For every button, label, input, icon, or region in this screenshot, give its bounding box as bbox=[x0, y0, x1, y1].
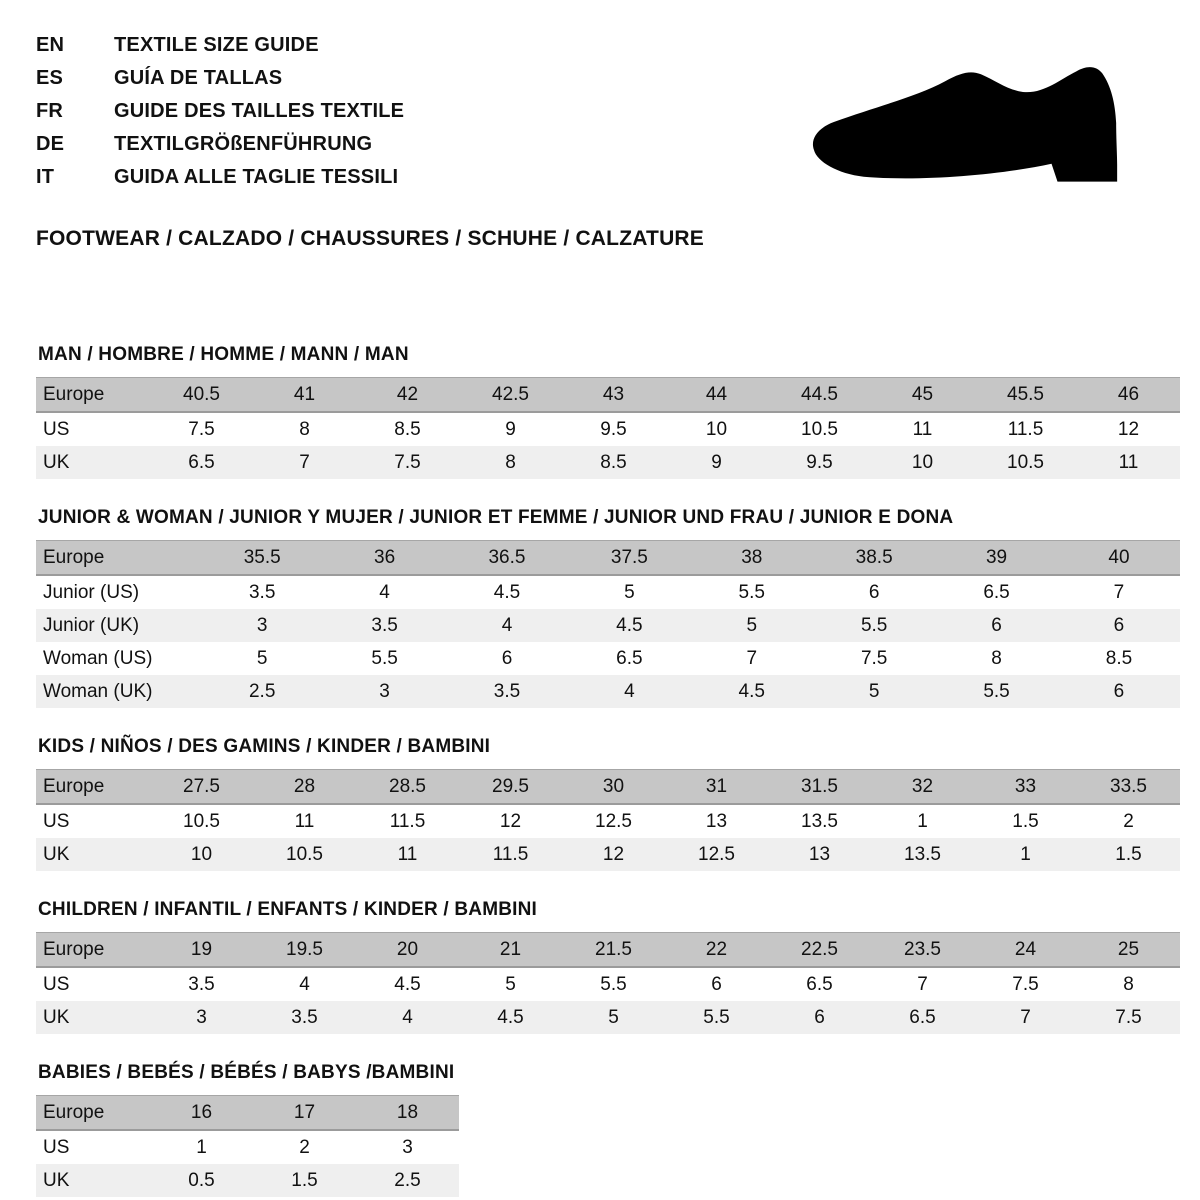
size-value-cell: 44.5 bbox=[768, 378, 871, 413]
size-value-cell: 9.5 bbox=[562, 412, 665, 446]
size-value-cell: 3 bbox=[356, 1130, 459, 1164]
size-value-cell: 7.5 bbox=[813, 642, 935, 675]
size-value-cell: 17 bbox=[253, 1096, 356, 1131]
size-value-cell: 3.5 bbox=[201, 575, 323, 609]
table-row bbox=[36, 609, 1180, 642]
size-value-cell: 6 bbox=[768, 1001, 871, 1034]
size-value-cell: 5 bbox=[568, 575, 690, 609]
size-value-cell: 1 bbox=[974, 838, 1077, 871]
size-value-cell: 40 bbox=[1058, 541, 1180, 576]
language-code: FR bbox=[36, 100, 64, 122]
size-value-cell: 5 bbox=[691, 609, 813, 642]
size-value-cell: 33 bbox=[974, 770, 1077, 805]
size-value-cell: 38.5 bbox=[813, 541, 935, 576]
size-value-cell: 43 bbox=[562, 378, 665, 413]
section-title: MAN / HOMBRE / HOMME / MANN / MAN bbox=[38, 344, 409, 365]
size-value-cell: 3 bbox=[150, 1001, 253, 1034]
size-value-cell: 8 bbox=[935, 642, 1057, 675]
row-label-cell: Junior (UK) bbox=[36, 609, 201, 642]
size-value-cell: 4.5 bbox=[446, 575, 568, 609]
section-junior-woman bbox=[36, 507, 1180, 708]
size-value-cell: 19.5 bbox=[253, 933, 356, 968]
size-table-man bbox=[36, 377, 1180, 479]
size-value-cell: 0.5 bbox=[150, 1164, 253, 1197]
size-value-cell: 8.5 bbox=[356, 412, 459, 446]
size-value-cell: 5 bbox=[562, 1001, 665, 1034]
size-value-cell: 20 bbox=[356, 933, 459, 968]
language-code: EN bbox=[36, 34, 65, 56]
size-value-cell: 12 bbox=[562, 838, 665, 871]
category-heading: FOOTWEAR / CALZADO / CHAUSSURES / SCHUHE / CALZATURE bbox=[36, 227, 705, 250]
row-label-cell: Europe bbox=[36, 770, 150, 805]
size-value-cell: 7 bbox=[1058, 575, 1180, 609]
size-value-cell: 44 bbox=[665, 378, 768, 413]
section-title: BABIES / BEBÉS / BÉBÉS / BABYS /BAMBINI bbox=[38, 1062, 455, 1083]
table-row bbox=[36, 804, 1180, 838]
row-label-cell: Europe bbox=[36, 541, 201, 576]
size-value-cell: 5.5 bbox=[665, 1001, 768, 1034]
size-value-cell: 30 bbox=[562, 770, 665, 805]
table-row bbox=[36, 967, 1180, 1001]
row-label-cell: UK bbox=[36, 446, 150, 479]
table-row bbox=[36, 1130, 459, 1164]
size-value-cell: 41 bbox=[253, 378, 356, 413]
size-value-cell: 19 bbox=[150, 933, 253, 968]
size-value-cell: 8.5 bbox=[562, 446, 665, 479]
size-value-cell: 7.5 bbox=[1077, 1001, 1180, 1034]
size-value-cell: 13.5 bbox=[871, 838, 974, 871]
size-value-cell: 4 bbox=[568, 675, 690, 708]
size-value-cell: 4 bbox=[446, 609, 568, 642]
row-label-cell: UK bbox=[36, 838, 150, 871]
size-value-cell: 3.5 bbox=[150, 967, 253, 1001]
size-value-cell: 11 bbox=[356, 838, 459, 871]
size-value-cell: 7.5 bbox=[356, 446, 459, 479]
language-title: TEXTILGRÖßENFÜHRUNG bbox=[114, 133, 373, 155]
size-value-cell: 9.5 bbox=[768, 446, 871, 479]
language-title: GUÍA DE TALLAS bbox=[114, 67, 283, 89]
size-value-cell: 8 bbox=[1077, 967, 1180, 1001]
size-value-cell: 8.5 bbox=[1058, 642, 1180, 675]
row-label-cell: US bbox=[36, 967, 150, 1001]
language-title: GUIDE DES TAILLES TEXTILE bbox=[114, 100, 405, 122]
size-value-cell: 11 bbox=[253, 804, 356, 838]
size-value-cell: 42 bbox=[356, 378, 459, 413]
size-value-cell: 5.5 bbox=[935, 675, 1057, 708]
section-children bbox=[36, 899, 1180, 1034]
size-value-cell: 5 bbox=[813, 675, 935, 708]
size-value-cell: 37.5 bbox=[568, 541, 690, 576]
size-value-cell: 40.5 bbox=[150, 378, 253, 413]
size-value-cell: 2.5 bbox=[201, 675, 323, 708]
size-value-cell: 10.5 bbox=[253, 838, 356, 871]
size-value-cell: 5 bbox=[201, 642, 323, 675]
size-value-cell: 12.5 bbox=[665, 838, 768, 871]
size-value-cell: 6 bbox=[813, 575, 935, 609]
size-table-children bbox=[36, 932, 1180, 1034]
size-value-cell: 1 bbox=[871, 804, 974, 838]
size-value-cell: 16 bbox=[150, 1096, 253, 1131]
size-value-cell: 2 bbox=[253, 1130, 356, 1164]
size-value-cell: 7.5 bbox=[974, 967, 1077, 1001]
section-kids bbox=[36, 736, 1180, 871]
size-value-cell: 3 bbox=[323, 675, 445, 708]
size-table-kids bbox=[36, 769, 1180, 871]
dress-shoe-icon bbox=[804, 62, 1142, 190]
size-value-cell: 4.5 bbox=[459, 1001, 562, 1034]
size-table-junior-woman bbox=[36, 540, 1180, 708]
table-row bbox=[36, 575, 1180, 609]
language-title: GUIDA ALLE TAGLIE TESSILI bbox=[114, 166, 399, 188]
size-value-cell: 3.5 bbox=[446, 675, 568, 708]
size-value-cell: 9 bbox=[665, 446, 768, 479]
size-value-cell: 24 bbox=[974, 933, 1077, 968]
size-value-cell: 10 bbox=[150, 838, 253, 871]
size-value-cell: 4 bbox=[323, 575, 445, 609]
table-row bbox=[36, 675, 1180, 708]
size-value-cell: 1.5 bbox=[1077, 838, 1180, 871]
size-value-cell: 8 bbox=[459, 446, 562, 479]
table-row bbox=[36, 1001, 1180, 1034]
size-value-cell: 4 bbox=[253, 967, 356, 1001]
table-row bbox=[36, 1164, 459, 1197]
size-value-cell: 36 bbox=[323, 541, 445, 576]
size-value-cell: 38 bbox=[691, 541, 813, 576]
size-value-cell: 7.5 bbox=[150, 412, 253, 446]
size-value-cell: 5.5 bbox=[691, 575, 813, 609]
size-value-cell: 9 bbox=[459, 412, 562, 446]
section-man bbox=[36, 344, 1180, 479]
size-value-cell: 13 bbox=[768, 838, 871, 871]
size-value-cell: 46 bbox=[1077, 378, 1180, 413]
size-value-cell: 31.5 bbox=[768, 770, 871, 805]
size-value-cell: 33.5 bbox=[1077, 770, 1180, 805]
size-value-cell: 7 bbox=[253, 446, 356, 479]
size-value-cell: 22.5 bbox=[768, 933, 871, 968]
size-value-cell: 39 bbox=[935, 541, 1057, 576]
size-value-cell: 21 bbox=[459, 933, 562, 968]
size-value-cell: 6 bbox=[1058, 609, 1180, 642]
section-title: KIDS / NIÑOS / DES GAMINS / KINDER / BAMBINI bbox=[38, 736, 491, 757]
size-value-cell: 36.5 bbox=[446, 541, 568, 576]
size-value-cell: 29.5 bbox=[459, 770, 562, 805]
language-code: DE bbox=[36, 133, 65, 155]
size-value-cell: 35.5 bbox=[201, 541, 323, 576]
size-value-cell: 3 bbox=[201, 609, 323, 642]
row-label-cell: UK bbox=[36, 1164, 150, 1197]
size-value-cell: 42.5 bbox=[459, 378, 562, 413]
size-value-cell: 6.5 bbox=[150, 446, 253, 479]
size-value-cell: 32 bbox=[871, 770, 974, 805]
size-value-cell: 6.5 bbox=[935, 575, 1057, 609]
table-header-row bbox=[36, 770, 1180, 805]
row-label-cell: UK bbox=[36, 1001, 150, 1034]
language-code: ES bbox=[36, 67, 64, 89]
size-value-cell: 10.5 bbox=[768, 412, 871, 446]
size-value-cell: 27.5 bbox=[150, 770, 253, 805]
size-value-cell: 2.5 bbox=[356, 1164, 459, 1197]
table-row bbox=[36, 446, 1180, 479]
size-value-cell: 6.5 bbox=[768, 967, 871, 1001]
size-value-cell: 21.5 bbox=[562, 933, 665, 968]
row-label-cell: US bbox=[36, 412, 150, 446]
size-value-cell: 11 bbox=[871, 412, 974, 446]
row-label-cell: Europe bbox=[36, 1096, 150, 1131]
table-row bbox=[36, 838, 1180, 871]
row-label-cell: Europe bbox=[36, 933, 150, 968]
size-value-cell: 4 bbox=[356, 1001, 459, 1034]
size-value-cell: 4.5 bbox=[568, 609, 690, 642]
size-value-cell: 6.5 bbox=[871, 1001, 974, 1034]
table-row bbox=[36, 412, 1180, 446]
size-value-cell: 4.5 bbox=[691, 675, 813, 708]
size-value-cell: 3.5 bbox=[323, 609, 445, 642]
table-header-row bbox=[36, 378, 1180, 413]
size-tables bbox=[36, 344, 1180, 1197]
size-table-babies bbox=[36, 1095, 459, 1197]
row-label-cell: Woman (UK) bbox=[36, 675, 201, 708]
size-value-cell: 5.5 bbox=[323, 642, 445, 675]
size-value-cell: 10 bbox=[665, 412, 768, 446]
table-header-row bbox=[36, 933, 1180, 968]
row-label-cell: Woman (US) bbox=[36, 642, 201, 675]
size-value-cell: 1.5 bbox=[974, 804, 1077, 838]
size-value-cell: 12 bbox=[459, 804, 562, 838]
section-babies bbox=[36, 1062, 1180, 1197]
size-value-cell: 11.5 bbox=[356, 804, 459, 838]
size-value-cell: 10.5 bbox=[974, 446, 1077, 479]
section-title: CHILDREN / INFANTIL / ENFANTS / KINDER / BAMBINI bbox=[38, 899, 538, 920]
language-title: TEXTILE SIZE GUIDE bbox=[114, 34, 319, 56]
size-value-cell: 11.5 bbox=[459, 838, 562, 871]
size-value-cell: 3.5 bbox=[253, 1001, 356, 1034]
language-code: IT bbox=[36, 166, 55, 188]
size-value-cell: 45.5 bbox=[974, 378, 1077, 413]
size-value-cell: 7 bbox=[691, 642, 813, 675]
size-value-cell: 5.5 bbox=[562, 967, 665, 1001]
size-value-cell: 25 bbox=[1077, 933, 1180, 968]
size-value-cell: 28 bbox=[253, 770, 356, 805]
size-value-cell: 11.5 bbox=[974, 412, 1077, 446]
size-value-cell: 13 bbox=[665, 804, 768, 838]
size-value-cell: 2 bbox=[1077, 804, 1180, 838]
size-value-cell: 28.5 bbox=[356, 770, 459, 805]
size-value-cell: 1.5 bbox=[253, 1164, 356, 1197]
size-value-cell: 23.5 bbox=[871, 933, 974, 968]
size-value-cell: 6 bbox=[1058, 675, 1180, 708]
row-label-cell: Junior (US) bbox=[36, 575, 201, 609]
size-value-cell: 18 bbox=[356, 1096, 459, 1131]
size-value-cell: 1 bbox=[150, 1130, 253, 1164]
row-label-cell: Europe bbox=[36, 378, 150, 413]
size-value-cell: 10 bbox=[871, 446, 974, 479]
size-value-cell: 6 bbox=[935, 609, 1057, 642]
size-value-cell: 12.5 bbox=[562, 804, 665, 838]
row-label-cell: US bbox=[36, 804, 150, 838]
size-value-cell: 31 bbox=[665, 770, 768, 805]
size-value-cell: 7 bbox=[871, 967, 974, 1001]
table-header-row bbox=[36, 1096, 459, 1131]
size-value-cell: 6 bbox=[446, 642, 568, 675]
size-value-cell: 7 bbox=[974, 1001, 1077, 1034]
size-value-cell: 45 bbox=[871, 378, 974, 413]
size-value-cell: 6 bbox=[665, 967, 768, 1001]
size-value-cell: 5.5 bbox=[813, 609, 935, 642]
size-value-cell: 10.5 bbox=[150, 804, 253, 838]
section-title: JUNIOR & WOMAN / JUNIOR Y MUJER / JUNIOR ET FEMME / JUNIOR UND FRAU / JUNIOR E DONA bbox=[38, 507, 954, 528]
size-value-cell: 6.5 bbox=[568, 642, 690, 675]
row-label-cell: US bbox=[36, 1130, 150, 1164]
size-value-cell: 4.5 bbox=[356, 967, 459, 1001]
size-value-cell: 5 bbox=[459, 967, 562, 1001]
size-value-cell: 8 bbox=[253, 412, 356, 446]
size-value-cell: 11 bbox=[1077, 446, 1180, 479]
table-header-row bbox=[36, 541, 1180, 576]
size-value-cell: 12 bbox=[1077, 412, 1180, 446]
size-value-cell: 13.5 bbox=[768, 804, 871, 838]
size-value-cell: 22 bbox=[665, 933, 768, 968]
table-row bbox=[36, 642, 1180, 675]
